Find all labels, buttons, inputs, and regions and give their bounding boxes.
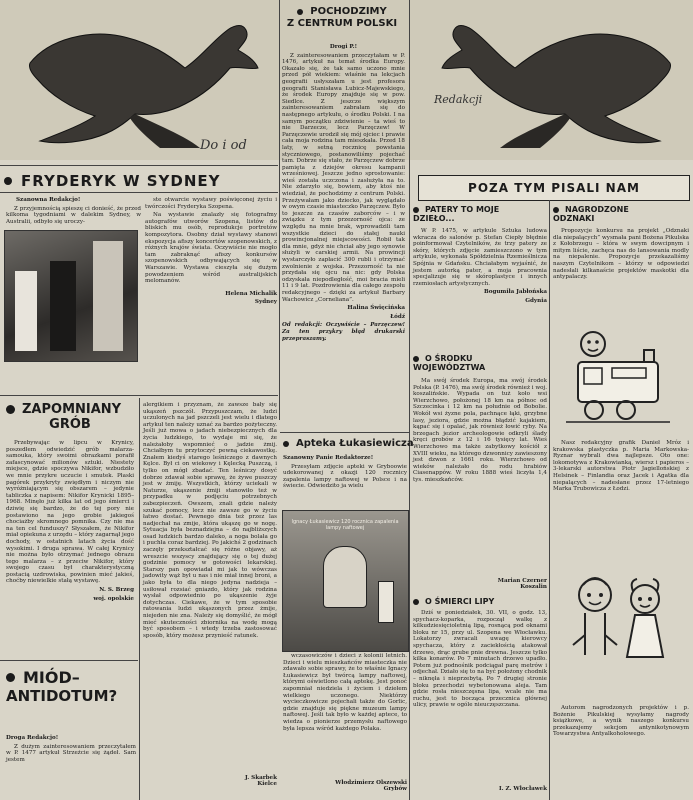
locomotive-badge-illustration [558,322,678,442]
fryderyk-caption [6,362,141,382]
middle-column-body: alergikiem i przyznam, że zawsze bały się ukąszeń pszczół. Przypuszczam, że ludzi uczulonych na jad pszczeli jest wielu i dlatego artykuł ten należy uznać za bardzo pożyteczny. Jeśli już mowa o jadach niebezpiecznych dla życia ludzkiego, to wydaje mi się, że należałoby wspomnieć o jadzie żmij. Chciałbym tu przytoczyć pewną ciekawostkę. Znałem kiedyś starego leśniczego z dawnych Kęlce. Był ci on wiekowy i Kęlecką Puszczą, i tylko on mógł zbadać. Ten leśniczy dosyć dobrze zdawał sobie sprawę, że żywe puszczy jest w żmiję. Wszystkich, którzy uciekali w Naturze, ukąszenie żmiji stanowiło też w przypadku w podjęciu potrzebnych zabezpieczeń. Owszem, znali gdzie należy szukać pomocy, lecz nie zawsze go w życiu łatwo dostać. Pewnego dnia też przez las nadjechał na zmije, która ukąszę go w nogę. Sytuacja była beznadziejna – do najbliższych osad ludzkich bardzo daleko, a noga bolała go i puchła coraz bardziej. Po jakichś 2 godzinach zaczęły przekształcać się różne objawy, aż wreszcie wszyscy znajdujący się o tej dużej godzinie pomocy w gotowości lekarskiej. Starszy pan opowiadał mi jak to wówczas jadowity wąż był u nas i nie miał innej broni, a jako była to dla niego jedyna nadzieja – usiłował rozsiać gniazdo, który jak rodzina wysłał odpowiednio po ukąszenie żyje dotychczas. Ciekawe, że w tym sposobie ratowania ludzi ukąszonych przez żmije, niejeden nie zna. Należy się domyślić, że mógł mieć skuteczności zbiornika na wodę mogą być sposobem – i wtedy trzeba zastosować sposób, który możesz przynieść ratunek. [143,402,277,639]
photo-caption-text: Ignacy Łukasiewicz 120 rocznica zapalenia lampy naftowej [291,519,399,531]
srodku-body: Ma swój środek Europa, ma swój środek Polska (P. 1476), ma swój środek również i woj. koszalińskie. Wypada on tuż koło wsi Wierzchowo, położonej 18 km na północ od Szczecinka i 12 km na południe od Boboliе. Wokół wsi żyzne pola, pachnące łąki, grzybne lasy, jeziora, gdzie można błądzić kajakiem, kąpać się i opalać, jak również łowić ryby. Na brzegach jezior archeologowie odkryli ślady kręci grobów z 12 i 16 tysięcy lat. Wieś Wierzchowo ma także zabytkowy kościół z XVIII wieku, na którego dzwonnicy zawieszony jest dzwon z 1661 roku. Wierzchowo od wieków należało do rodu hrabiów Ciasenappów. W roku 1888 wieś liczyła 1,4 tys. mieszkańców. [413,378,547,483]
person-figure [50,261,76,351]
column-divider [549,200,550,800]
section-rule [0,660,138,661]
exhibition-poster [93,241,123,351]
pochodzimy-title: POCHODZIMY Z CENTRUM POLSKI [286,6,398,29]
portrait-illustration [323,546,367,608]
nagrodzone-body: Propozycje konkursu na projekt „Odznaki dla niepalących” wysmała pani Bożena Pikulska z Kołobrzegu – która w swym dowcipnym i mitym liście, zachęca nas do lansowania modly na niepalenie. Propozycje przekazaliśmy naszym Czytelnikom – którzy w odpowiedzi nadesłali kilkanaście projektów maskotki dla antypalaczy. [553,228,689,281]
zapomniany-title: ZAPOMNIANY GRÓB [6,402,134,432]
bullet-icon [413,599,419,605]
section-rule [0,192,278,193]
jacek-agatka-badge-illustration [563,565,678,685]
pochodzimy-article: Drogi P.! Z zainteresowaniem przeczytałam w P. 1476, artykuł na temat środka Europy. Okazało się, że tak samo uczono mnie przed pół wiekiem: właśnie na lekcjach geografii usłyszałam u jest profesora geografii Stanisława Lubicz-Majewskiego, że środek Europy znajduje się w pow. Siedlce. Z jeszcze większym zainteresowaniem zabrałam się do następnego artykułu, o środku Polski. I na samym początku zdziwienie – ta wieś to nie Darzecze, lecz Parzęczew! W Parzęczewie urodził się mój ojciec i prawie cała moja rodzina tam mieszkała. Przed 18 laty, w setną rocznicę powstania styczniowego, postanowiliśmy pojechać tam. Dobrze się stało, że Parzęczew dobrze pamięta z dziejów okresu kampanii wrześniowej. Jeszcze jedno sprostowanie: wieś została uczczona i zasłużyła na to. Nie zdarzyło się, bowiem, aby ktoś nie wiedział, że pochodzimy z centrum Polski. Przeżywałam jako dziecko, jak wyglądało w owym czasie miasteczko Parzęczew. Było to jeszcze za czasów zaborców – i w związku z tym przezorność ojca: ze względu na mnie brak, wprowadzili tam wszystkie dzieci do stałej nauki prowincjonalnej miejscowości. Robił tak dla mnie, gdyż nie chciał aby jego synowie służyli w carskiej armii. Na prowincji wystarczyło zapłacić 300 rubli i otrzymać zwolnienie z wojska. Przezorność ta nie przydała się ojcu na nic: gdy Polska odzyskała niepodległość, moi bracia mieli 11 i 9 lat. Pozdrowienia dla całego zespołu redakcyjnego – dzięki za artykuł Barbary Wachowicz „Corneliana”. Halina Święcińska Łódź Od redakcji: Oczywiście – Parzęczew! Za ten przykry błąd drukarski przepraszamy. [282,44,405,342]
column-divider [139,398,140,800]
patery-title: PATERY TO MOJE DZIEŁO... [413,205,500,223]
srodku-title: O ŚRODKU WOJEWÓDZTWA [413,354,486,372]
column-divider [409,0,410,800]
bullet-icon [553,207,559,213]
lamp-illustration [378,581,394,623]
bullet-icon [6,405,15,414]
section-rule [0,395,278,396]
lipy-title: O ŚMIERCI LIPY [413,597,494,606]
apteka-signature: Włodzimierz Olszewski Grybów [335,780,407,792]
miod-body: Droga Redakcjo! Z dużym zainteresowaniem przeczytałem w P. 1477 artykuł Strzeżcie się żądeł. Sam jestem [6,735,136,763]
patery-body: W P. 1475, w artykule Sztuka ludowa wkracza do salonów p. Stefan Ciepły błędnie poinformował Czytelników, że trzy patery ze skóry, których zdjęcie zamieszczono w tym artykule, wykonała Spółdzielnia Rzemieślnicza Spójnia w Gdańsku. Chciałabym wyjaśnić, że jestem autorką pater, a moja pracownia specjalizuje się w skóroplastyce i innych rzemiosłach artystycznych. Bogumiła Jabłońska Gdynia [413,228,547,304]
lipy-signature: I. Z. Włocławek [499,786,547,792]
apteka-body: wczasowiczów i dzieci z kolonii letnich. Dzieci i wielu mieszkańców miasteczka nie zdawało sobie sprawy, że to właśnie Ignacy Łukasiewicz był twórcą lampy naftowej, którymi oświetlono całą aptekę. Jest ponoć zapomniał niedziela i życiem i dziełem wielkiego uczonego. Niektórzy wycieczkowicze pojechali także do Gorlic, gdzie znajduje się piękne muzeum lampy naftowej. Jeśli tak było w każdej aptece, to wiedza o pionierze przemysłu naftowego była lepsza wśród każdego Polaka. [283,653,407,732]
srodku-signature: Marian Czerner Koszalin [497,578,547,590]
kangaroo-left-illustration [10,8,275,158]
apteka-intro: Szanowny Panie Redaktorze! Przesyłam zdjęcie apteki w Gryboowie udekorowanej z okazji 120 rocznicy zapalenia lampy naftowej w Polsce i na świecie. Odwiedzito ja wielu [283,455,407,490]
bullet-icon [413,207,419,213]
nagrodzone-body-3: Autorom nagrodzonych projektów i p. Bożenie Pikulskiej wysyłamy nagrody książkowe, a wynik naszego konkursu przekazujemy sekcjom antynikotynowym Towarzystwa Antyalkoholowego. [553,705,689,738]
fryderyk-title-bar: FRYDERYK W SYDNEY [4,172,221,190]
column-divider [279,0,280,420]
section-rule [280,432,409,433]
nagrodzone-body-2: Nasz redakcyjny grafik Danieł Mróz i krakowska plastyczka p. Maria Markowska-Ryznar wybrali dwa najlepsze. Oto one: lokomotywa z Krakowianką, wiersz i papieros – 3-lekarski autorstwa Piotr Jagiellońskiej z Helsinek – Finlandia oraz Jacek i Agatka dla niepalących – nadesłane przez 17-letniego Marka Trubowicza z Łodzi. [553,440,689,493]
fryderyk-body: ste otwarcie wystawy poświęconej życiu i twórczości Fryderyka Szopena. Na wystawie znalazły się fotografmy autografów utworów Szopena, listów do bliskich mu osób, reprodukcje portretów kompozytora. Osobny dział wystawy stanowi ekspozycja afiszy koncertów szopenowskich, z różnych krajów świata. Oczywiście nie mogło tam zabraknąć afiszy konkursów szopenowskich odbywających się w Warszawie. Wystawa cieszyła się dużym powodzeniem wśród australijskich melomanów. Helena Michalik Sydney [145,197,277,306]
lipy-body: Dziś w poniedziałek, 30. VII, o godz. 13, spychacz-koparka, rozpoczął walkę z kilkudziesięcioletnią lipą, rosnącą pod oknami bloku nr 15, przy ul. Szopena we Włocławku. Lokatorzy zwracali uwagę kierowcy spychacza, który z zaciekłością atakował drzewo, drąc grube pnie drewna. Jeszcze tylko kilka konarów. Po 7 minutach drzewo upadło. Potem już podnośnik podciągał parę metrów i odjechał. Działo się to na być położony chodnik – niknęła i nieprzebytą. Po 7 drugiej stronie bloku przechodzi wybetonowana aleja. Tam gdzie rosła nieszczęsna lipa, wcale nie ma ruchu, jest to bocząca przecznica głównej ulicy, prawie w ogóle nieuczęszczana. [413,610,547,709]
caption-redakcji: Redakcji [434,93,483,106]
middle-signature: J. Skarbek Kielce [245,775,277,787]
poza-title-box: POZA TYM PISALI NAM [418,175,690,201]
pharmacy-window-photo [282,510,409,652]
miod-title: MIÓD– ANTIDOTUM? [6,668,118,705]
bullet-icon [6,673,15,682]
sydney-exhibition-photo [4,230,138,362]
nagrodzone-title: NAGRODZONE ODZNAKI [553,205,629,223]
person-figure [15,271,37,351]
bullet-icon [297,9,303,15]
bullet-icon [283,441,289,447]
apteka-title: Apteka Łukasiewicza [283,438,414,449]
fryderyk-intro: Szanowna Redakcjo! Z przyjemnością spieszę ci donieść, że przed kilkoma tygodniami w dalekim Sydney, w Australii, odbyło się uroczy- [6,197,141,225]
caption-do-i-od: Do i od [200,138,247,153]
kangaroo-right-illustration [425,8,690,158]
zapomniany-body: Przebywając w lipcu w Krynicy, poszedłem odwiedzić grób malarza-samouka, który swoimi obrazkami porafił zafascynować milionów sztuki. Niestety miejsce, gdzie spoczywa Nikifor, wzbudziło we mnie przykre uczucie i smutek. Płaski pagórek przykryty zwiędłym i niczym nie wyróżniającym się obszarem – jedynie tabliczka z napisem: Nikifor Krynicki 1895–1968. Minęło już kilka lat od jego śmierci i dziwię się bardzo, że do tej pory nie postawiono na jego grobie jakiegoś chociażby skromnego pomnika. Czy nie ma na ten cel funduszy? Słyszałem, że Nikifor miał opiekuna z urzędu – który zagarnął jego dochody, w ostatnich latach życia dość wysokimi. I druga sprawa. W całej Krynicy nie można było otrzymać jednego obrazu tego malarza – z przeciw Nikifor, który swojego czasu był charakterystyczną postacią uzdrowiska, powinien mieć jakieś, choćby niewielkie stałą wystawę. N. S. Brzeg woj. opolskie [6,440,134,602]
bullet-icon [4,177,12,185]
section-rule [0,165,278,166]
bullet-icon [413,356,419,362]
